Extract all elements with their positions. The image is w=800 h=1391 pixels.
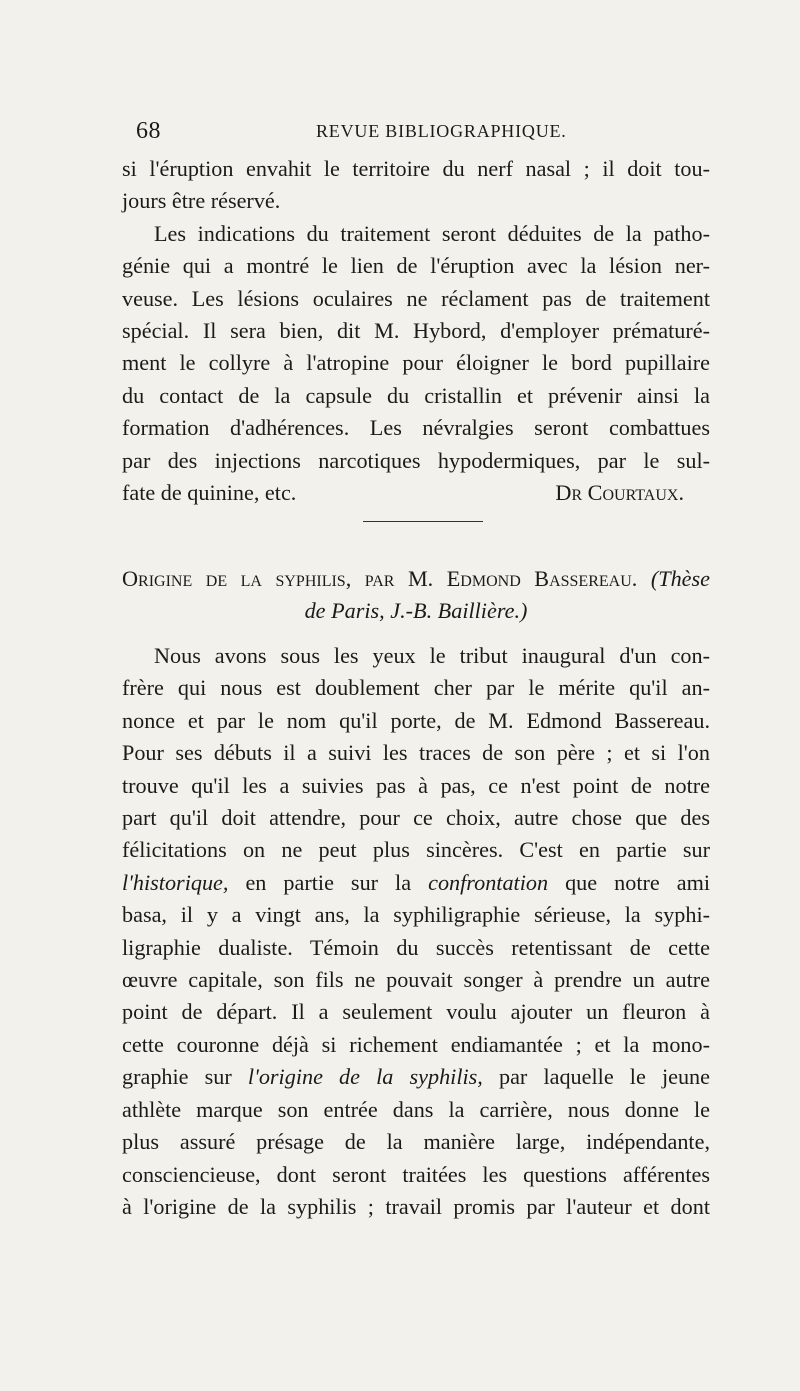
text-line: frère qui nous est doublement cher par le mérite qu'il an-: [122, 675, 710, 701]
text-line: nonce et par le nom qu'il porte, de M. Edmond Bassereau.: [122, 707, 710, 733]
text-line: part qu'il doit attendre, pour ce choix, autre chose que des: [122, 805, 710, 831]
text-line: veuse. Les lésions oculaires ne réclament pas de traitement: [122, 285, 710, 311]
review-title-line-2: de Paris, J.-B. Baillière.): [304, 598, 528, 624]
italic-confrontation: confrontation: [428, 869, 549, 895]
text-line: félicitations on ne peut plus sincères. C'est en partie sur: [122, 837, 710, 863]
review-title: [122, 563, 710, 628]
text-fragment: en partie sur la: [228, 869, 429, 895]
text-line: si l'éruption envahit le territoire du nerf nasal ; il doit tou-: [122, 156, 710, 181]
italic-origine: l'origine de la syphilis,: [247, 1064, 483, 1090]
text-line: athlète marque son entrée dans la carrière, nous donne le: [122, 1096, 710, 1122]
text-line: Nous avons sous les yeux le tribut inaugural d'un con-: [154, 643, 710, 668]
text-line: Pour ses débuts il a suivi les traces de son père ; et si l'on: [122, 740, 710, 766]
text-line: [122, 867, 710, 899]
text-fragment: que notre ami: [548, 869, 711, 895]
review-body: [122, 640, 710, 1223]
review-title-source: (Thèse: [650, 566, 710, 591]
text-line: cette couronne déjà si richement endiamantée ; et la mono-: [122, 1031, 710, 1057]
text-line: trouve qu'il les a suivies pas à pas, ce n'est point de notre: [122, 772, 710, 798]
text-fragment: par laquelle le jeune: [482, 1064, 710, 1090]
text-line: formation d'adhérences. Les névralgies seront combattues: [122, 415, 710, 441]
page-header: [136, 118, 710, 142]
review-title-main: Origine de la syphilis, par M. Edmond Bassereau.: [122, 566, 638, 591]
text-fragment: graphie sur: [122, 1064, 248, 1090]
text-line: basa, il y a vingt ans, la syphiligraphie sérieuse, la syphi-: [122, 902, 710, 928]
text-line: du contact de la capsule du cristallin et prévenir ainsi la: [122, 382, 710, 408]
page-number: 68: [136, 118, 161, 144]
text-line: ment le collyre à l'atropine pour éloigner le bord pupillaire: [122, 350, 710, 376]
text-line: ligraphie dualiste. Témoin du succès retentissant de cette: [122, 934, 710, 960]
text-line: point de départ. Il a seulement voulu ajouter un fleuron à: [122, 999, 710, 1025]
text-line: génie qui a montré le lien de l'éruption avec la lésion ner-: [122, 253, 710, 279]
text-line: consciencieuse, dont seront traitées les questions afférentes: [122, 1161, 710, 1187]
text-line: à l'origine de la syphilis ; travail promis par l'auteur et dont: [122, 1193, 710, 1219]
first-section: [122, 153, 710, 509]
running-title: REVUE BIBLIOGRAPHIQUE.: [316, 121, 567, 141]
author-signature: Dr Courtaux.: [555, 480, 684, 506]
text-line: [122, 1061, 710, 1093]
text-line: plus assuré présage de la manière large, indépendante,: [122, 1129, 710, 1155]
text-line: par des injections narcotiques hypodermiques, par le sul-: [122, 447, 710, 473]
text-line: Les indications du traitement seront déduites de la patho-: [154, 220, 710, 246]
text-line: spécial. Il sera bien, dit M. Hybord, d'employer prématuré-: [122, 318, 710, 344]
text-line: jours être réservé.: [122, 188, 281, 214]
text-line: fate de quinine, etc.: [122, 480, 297, 506]
italic-historique: l'historique,: [122, 869, 229, 895]
section-separator: [363, 521, 483, 522]
review-title-line-1: [122, 563, 710, 595]
text-line: œuvre capitale, son fils ne pouvait songer à prendre un autre: [122, 967, 710, 993]
signature-line: [122, 477, 710, 509]
